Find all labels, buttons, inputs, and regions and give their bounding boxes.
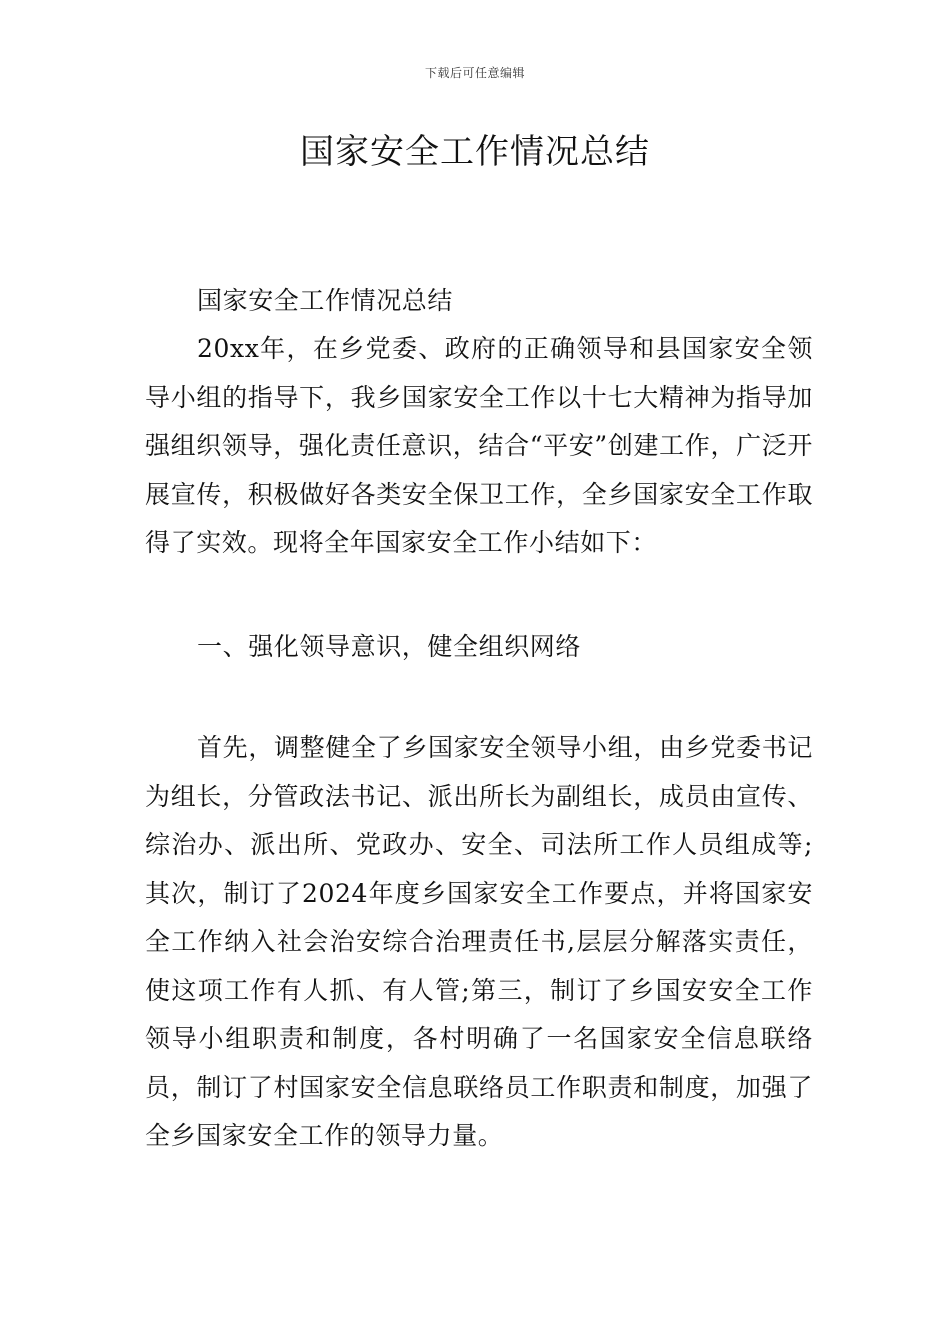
document-title: 国家安全工作情况总结: [300, 132, 650, 172]
header-note: 下载后可任意编辑: [424, 66, 525, 80]
section-heading-1: 一、强化领导意识，健全组织网络: [197, 632, 582, 661]
section-paragraph-1: 首先，调整健全了乡国家安全领导小组，由乡党委书记为组长，分管政法书记、派出所长为副组长，成员由宣传、综治办、派出所、党政办、安全、司法所工作人员组成等;其次，制订了2024年度乡国家安全工作要点，并将国家安全工作纳入社会治安综合治理责任书,层层分解落实责任，使这项工作有人抓、有人管;第三，制订了乡国安安全工作领导小组职责和制度，各村明确了一名国家安全信息联络员，制订了村国家安全信息联络员工作职责和制度，加强了全乡国家安全工作的领导力量。: [145, 733, 813, 1150]
subtitle-paragraph: 国家安全工作情况总结: [197, 286, 454, 315]
intro-paragraph: 20xx年，在乡党委、政府的正确领导和县国家安全领导小组的指导下，我乡国家安全工作以十七大精神为指导加强组织领导，强化责任意识，结合“平安”创建工作，广泛开展宣传，积极做好各类安全保卫工作，全乡国家安全工作取得了实效。现将全年国家安全工作小结如下：: [145, 334, 813, 557]
